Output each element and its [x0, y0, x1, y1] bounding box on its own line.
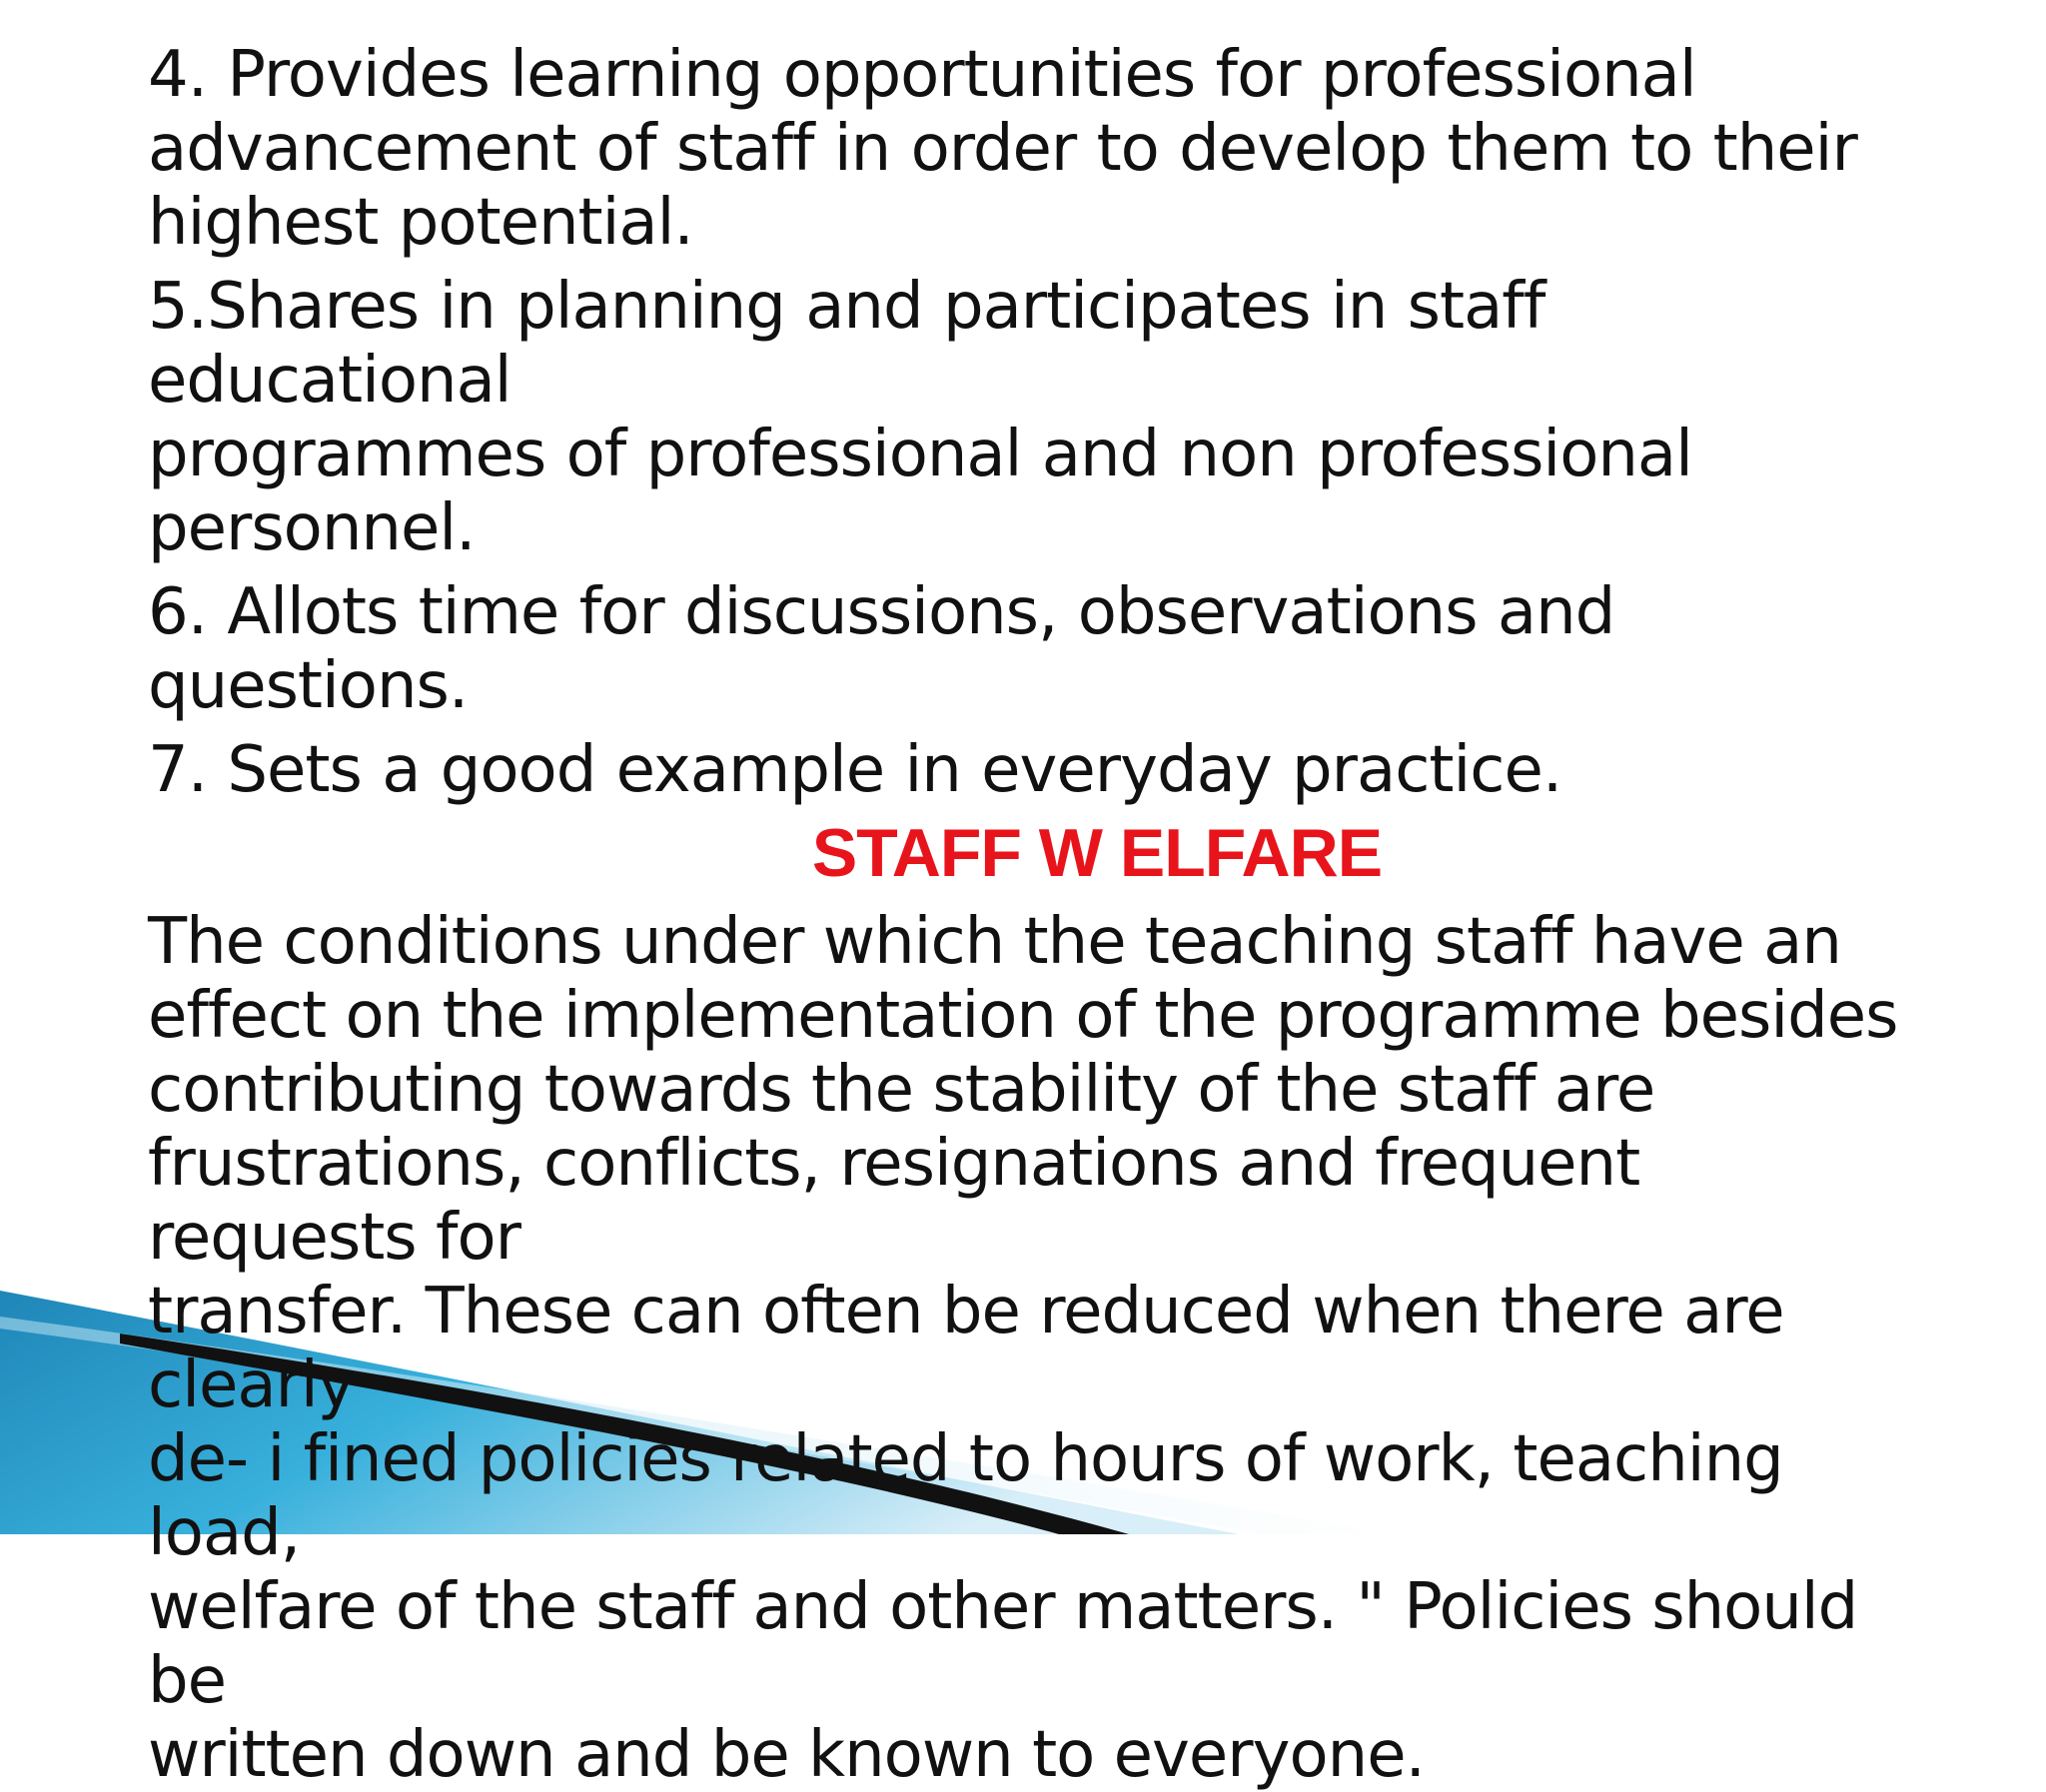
section-heading: STAFF W ELFARE [811, 815, 1383, 891]
body-paragraph: The conditions under which the teaching staff have an effect on the implementation of the programme besides contributing towards the stability of the staff are frustrations, conflicts, resignations and frequent requests for transfer. These can often be reduced when there are clearly de- i fined policies related to hours of work, teaching load, welfare of the staff and other matters. " Policies should be written down and be known to everyone. [148, 905, 1898, 1792]
list-item-5: 5.Shares in planning and participates in staff educational programmes of professional and non professional personnel. [148, 270, 1692, 565]
list-item-4: 4. Provides learning opportunities for professional advancement of staff in order to develop them to their highest potential. [148, 38, 1857, 260]
slide-content [148, 38, 1926, 1792]
list-item-6: 6. Allots time for discussions, observations and questions. [148, 575, 1615, 723]
list-item-7: 7. Sets a good example in everyday practice. [148, 733, 1562, 807]
